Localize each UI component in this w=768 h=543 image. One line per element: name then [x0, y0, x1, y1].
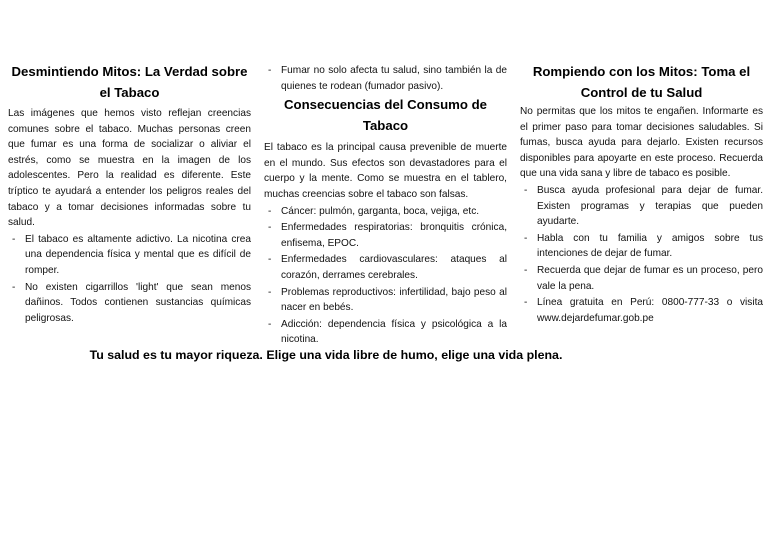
- consequence-list: [264, 204, 507, 348]
- column-take-control: [520, 61, 763, 327]
- list-item: - Cáncer: pulmón, garganta, boca, vejiga, etc.: [264, 204, 507, 220]
- column-consequences: [264, 63, 507, 349]
- column-myths: [8, 61, 251, 327]
- list-item: - Recuerda que dejar de fumar es un proceso, pero vale la pena.: [520, 263, 763, 294]
- continued-list: [264, 63, 507, 94]
- column-intro: No permitas que los mitos te engañen. Informarte es el primer paso para tomar decisiones saludables. Si fumas, busca ayuda para dejarlo. Existen recursos disponibles para apoyarte en este proceso. Recuerda que una vida sana y libre de tabaco es posible.: [520, 106, 763, 180]
- list-item: - El tabaco es altamente adictivo. La nicotina crea una dependencia física y mental que es difícil de romper.: [8, 232, 251, 279]
- list-item: - Problemas reproductivos: infertilidad, bajo peso al nacer en bebés.: [264, 285, 507, 316]
- list-item: - No existen cigarrillos 'light' que sean menos dañinos. Todos contienen sustancias químicas peligrosas.: [8, 280, 251, 327]
- list-item: - Fumar no solo afecta tu salud, sino también la de quienes te rodean (fumador pasivo).: [264, 63, 507, 94]
- myth-list: [8, 232, 251, 327]
- column-title: Desmintiendo Mitos: La Verdad sobre el Tabaco: [11, 64, 248, 100]
- list-item: - Habla con tu familia y amigos sobre tus intenciones de dejar de fumar.: [520, 231, 763, 262]
- list-item: - Enfermedades respiratorias: bronquitis crónica, enfisema, EPOC.: [264, 220, 507, 251]
- list-item: - Busca ayuda profesional para dejar de fumar. Existen programas y terapias que pueden ayudarte.: [520, 183, 763, 230]
- column-title: Rompiendo con los Mitos: Toma el Control de tu Salud: [532, 64, 751, 100]
- footer-slogan: Tu salud es tu mayor riqueza. Elige una vida libre de humo, elige una vida plena.: [89, 348, 563, 362]
- list-item: - Adicción: dependencia física y psicológica a la nicotina.: [264, 317, 507, 348]
- column-title: Consecuencias del Consumo de Tabaco: [284, 97, 487, 134]
- column-intro: Las imágenes que hemos visto reflejan creencias comunes sobre el tabaco. Muchas personas creen que fumar es una forma de socializar o aliviar el estrés, como se muestra en la imagen de los adolescentes. Pero la realidad es diferente. Este tríptico te ayudará a entender los peligros reales del tabaco y a tomar decisiones informadas sobre tu salud.: [8, 108, 251, 229]
- advice-list: [520, 183, 763, 326]
- column-intro: El tabaco es la principal causa prevenible de muerte en el mundo. Sus efectos son devastadores para el cuerpo y la mente. Como se muestra en el tablero, muchas creencias sobre el tabaco son falsas.: [264, 142, 507, 200]
- list-item: - Línea gratuita en Perú: 0800-777-33 o visita www.dejardefumar.gob.pe: [520, 295, 763, 326]
- list-item: - Enfermedades cardiovasculares: ataques al corazón, derrames cerebrales.: [264, 252, 507, 283]
